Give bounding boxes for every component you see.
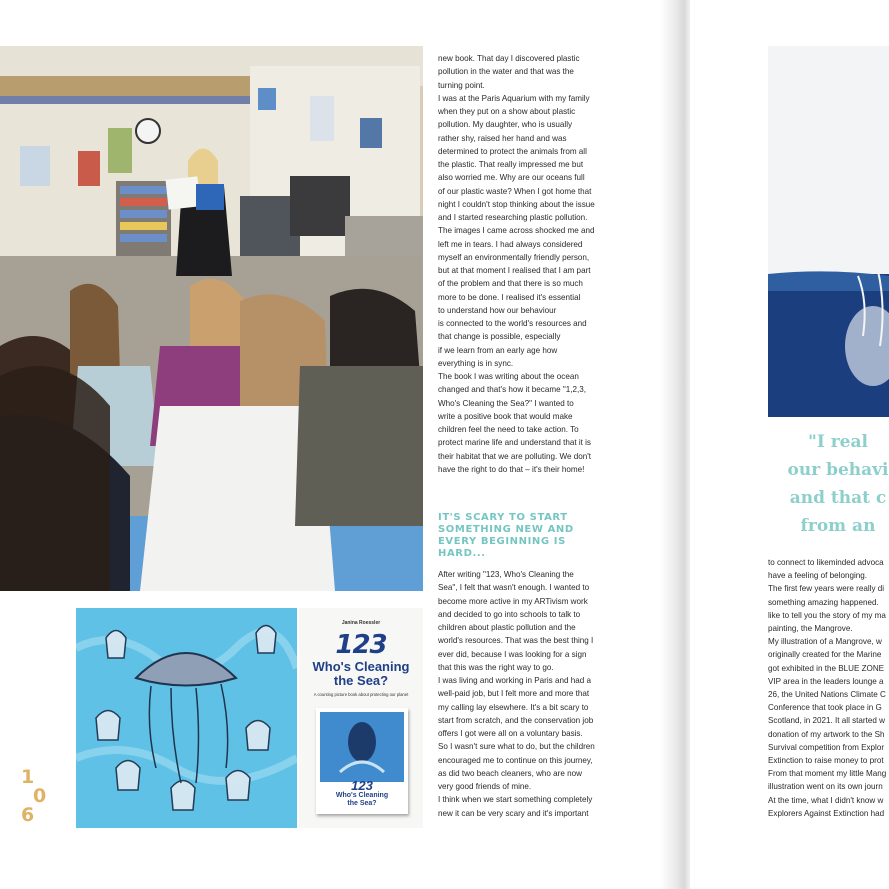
body-text-line: illustration went on its own journ (768, 782, 883, 792)
page-number-digit: 6 (21, 804, 35, 826)
page-number-digit: 1 (21, 766, 35, 788)
body-text-line: 26, the United Nations Climate C (768, 690, 886, 700)
body-text-line: left me in tears. I had always considered (438, 239, 583, 249)
body-text-top (438, 52, 610, 476)
classroom-photo (0, 46, 423, 591)
mini-book-title-line: the Sea? (347, 800, 377, 807)
body-text-line: their habitat that we are polluting. We don't (438, 451, 592, 461)
body-text-line: become more active in my ARTivism work (438, 596, 588, 606)
book-author: Janina Roessler (341, 620, 381, 626)
body-text-line: children about plastic pollution and the (438, 623, 576, 632)
body-text-line: Explorers Against Extinction had (768, 808, 885, 818)
body-text-line: that this was the right way to go. (438, 662, 554, 672)
body-text-line: as did two beach cleaners, who are now (438, 768, 582, 778)
body-text-line: rather shy, raised her hand and was (438, 133, 567, 143)
body-text-line: At the time, what I didn't know w (768, 795, 884, 805)
body-text-line: Conference that took place in G (768, 703, 882, 713)
body-text-line: myself an environmentally friendly person, (438, 252, 590, 262)
body-text-line: to connect to likeminded advoca (768, 558, 884, 567)
body-text-line: determined to protect the animals from all (438, 146, 587, 156)
body-text-line: Extinction to raise money to prot (768, 756, 884, 766)
body-text-line: VIP area in the leaders lounge a (768, 676, 884, 686)
body-text-line: From that moment my little Mang (768, 769, 887, 779)
body-text-line: turning point. (438, 80, 485, 90)
section-heading (438, 512, 598, 560)
body-text-line: and decided to go into schools to talk to (438, 609, 581, 619)
body-text-line: The images I came across shocked me and (438, 226, 595, 236)
book-cover (299, 608, 423, 828)
body-text-line: got exhibited in the BLUE ZONE (768, 663, 885, 673)
quote-line: and that c (789, 488, 887, 508)
body-text-line: like to tell you the story of my ma (768, 610, 886, 620)
quote-line: "I real (808, 432, 868, 452)
body-text-line: offers I got were all on a voluntary basis. (438, 729, 583, 738)
body-text-line: that change is possible, especially (438, 332, 561, 342)
body-text-bottom (438, 568, 610, 820)
body-text-line: donation of my artwork to the Sh (768, 729, 885, 739)
body-text-line: world's resources. That was the best thing I (438, 636, 594, 646)
body-text-line: when they put on a show about plastic (438, 107, 576, 116)
body-text-line: write a positive book that would make (438, 411, 573, 421)
body-text-line: to understand how our behaviour (438, 305, 557, 315)
body-text-line: of the problem and that there is so much (438, 279, 583, 289)
book-title-line: the Sea? (333, 673, 389, 688)
body-text-line: have the right to do that – it's their home! (438, 464, 585, 474)
body-text-line: more to be done. I realised it's essential (438, 292, 581, 302)
body-text-line: start from scratch, and the conservation job (438, 715, 594, 725)
page-number-digit: 0 (33, 785, 47, 807)
body-text-line: night I couldn't stop thinking about the issue (438, 199, 595, 209)
body-text-line: The first few years were really di (768, 584, 885, 594)
jellyfish-illustration (76, 608, 297, 828)
body-text-line: of our plastic waste? When I got home that (438, 186, 592, 196)
heading-line: IT'S SCARY TO START (438, 512, 568, 523)
body-text-line: very good friends of mine. (438, 782, 532, 791)
mini-book-cover (316, 708, 408, 814)
heading-line: EVERY BEGINNING IS (438, 536, 566, 547)
body-text-line: is connected to the world's resources and (438, 319, 587, 328)
body-text-line: encouraged me to continue on this journey, (438, 755, 593, 765)
body-text-line: Who's Cleaning the Sea?" I wanted to (438, 398, 574, 408)
body-text-line: So I wasn't sure what to do, but the children (438, 742, 595, 752)
body-text-line: children feel the need to take action. To (438, 425, 579, 434)
heading-line: HARD... (438, 548, 486, 559)
mini-book-art (320, 712, 404, 782)
book-title (299, 660, 423, 688)
body-text-line: and I started researching plastic pollution. (438, 213, 588, 222)
quote-line: from an (800, 516, 876, 536)
body-text-line: my calling lay elsewhere. It's a bit scary to (438, 702, 589, 712)
mini-book-title (316, 792, 408, 808)
body-text-line: have a feeling of belonging. (768, 571, 868, 581)
body-text-line: pollution in the water and that was the (438, 67, 574, 77)
mini-book-number: 123 (351, 778, 373, 793)
body-text-line: I was living and working in Paris and had a (438, 676, 591, 685)
mangrove-illustration (768, 46, 889, 417)
right-body-text (768, 556, 889, 820)
pull-quote (768, 428, 889, 540)
body-text-line: originally created for the Marine (768, 650, 882, 660)
body-text-line: if we learn from an early age how (438, 345, 558, 355)
body-text-line: pollution. My daughter, who is usually (438, 120, 573, 130)
body-text-line: also worried me. Why are our oceans full (438, 173, 585, 183)
body-text-line: I was at the Paris Aquarium with my family (438, 93, 590, 103)
body-text-line: Sea", I felt that wasn't enough. I wanted to (438, 583, 590, 593)
body-text-line: painting, the Mangrove. (768, 624, 853, 634)
body-text-line: new it can be very scary and it's important (438, 808, 589, 818)
book-title-line: Who's Cleaning (312, 659, 410, 674)
body-text-line: changed and that's how it became "1,2,3, (438, 385, 586, 395)
book-number: 123 (335, 630, 387, 660)
mini-book-title-line: Who's Cleaning (335, 792, 389, 799)
body-text-line: new book. That day I discovered plastic (438, 54, 580, 63)
body-text-line: well-paid job, but I felt more and more that (438, 689, 590, 699)
book-gutter (660, 0, 690, 889)
body-text-line: I think when we start something completely (438, 795, 593, 805)
body-text-line: something amazing happened. (768, 597, 879, 607)
heading-line: SOMETHING NEW AND (438, 524, 574, 535)
body-text-line: After writing "123, Who's Cleaning the (438, 570, 574, 579)
body-text-line: protect marine life and understand that it is (438, 438, 591, 448)
book-subtitle: A counting picture book about protecting our planet (313, 692, 409, 697)
page-number (21, 768, 51, 825)
body-text-line: Scotland, in 2021. It all started w (768, 716, 885, 726)
body-text-line: but at that moment I realised that I am part (438, 266, 591, 275)
quote-line: our behavi (787, 460, 889, 480)
body-text-line: ever did, because I was looking for a sign (438, 649, 587, 659)
body-text-line: everything is in sync. (438, 358, 514, 368)
body-text-line: My illustration of a Mangrove, w (768, 637, 882, 647)
body-text-line: Survival competition from Explor (768, 742, 885, 752)
body-text-line: The book I was writing about the ocean (438, 372, 579, 381)
body-text-line: the plastic. That really impressed me but (438, 160, 584, 169)
